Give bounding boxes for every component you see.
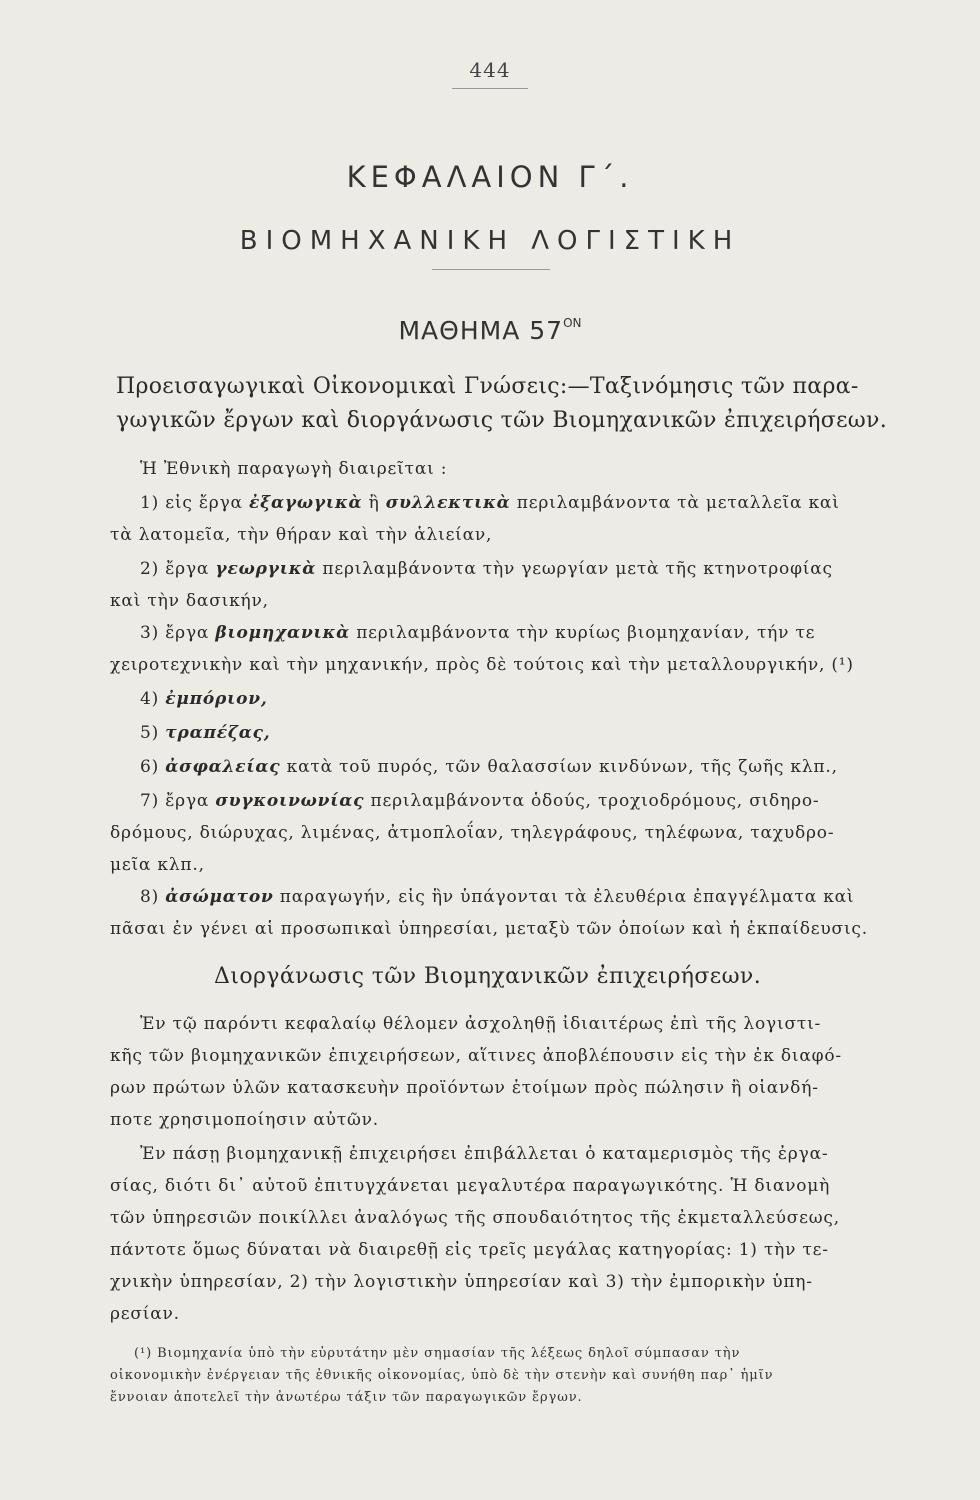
text-run: κατὰ τοῦ πυρός, τῶν θαλασσίων κινδύνων, τῆς ζωῆς κλπ., [280, 757, 838, 777]
text-line: δρόμους, διώρυχας, λιμένας, ἀτμοπλοΐαν, τηλεγράφους, τηλέφωνα, ταχυδρο- [110, 823, 835, 843]
paragraph-line: κῆς τῶν βιομηχανικῶν ἐπιχειρήσεων, αἵτινες ἀποβλέπουσιν εἰς τὴν ἐκ διαφό- [110, 1046, 842, 1066]
footnote-line: οἰκονομικὴν ἐνέργειαν τῆς ἐθνικῆς οἰκονομίας, ὑπὸ δὲ τὴν στενὴν καὶ συνήθη παρ᾽ ἡμῖν [110, 1368, 774, 1383]
emphasis-term: ἀσώματον [165, 887, 274, 907]
text-line: μεῖα κλπ., [110, 855, 205, 875]
text-line [140, 889, 854, 906]
text-line [140, 725, 271, 742]
text-line [140, 691, 268, 708]
text-run: 8) [140, 887, 166, 907]
emphasis-term: ἐμπόριον, [165, 689, 268, 709]
text-run: παραγωγήν, εἰς ἣν ὑπάγονται τὰ ἐλευθέρια ἐπαγγέλματα καὶ [273, 887, 855, 907]
section-heading: Διοργάνωσις τῶν Βιομηχανικῶν ἐπιχειρήσεων. [214, 964, 762, 989]
text-run: 7) ἔργα [140, 791, 216, 811]
footnote-line: (¹) Βιομηχανία ὑπὸ τὴν εὐρυτάτην μὲν σημασίαν τῆς λέξεως δηλοῖ σύμπασαν τὴν [134, 1346, 741, 1361]
text-run: 4) [140, 689, 166, 709]
page-number: 444 [469, 58, 511, 82]
paragraph-line: Ἐν τῷ παρόντι κεφαλαίῳ θέλομεν ἀσχοληθῇ ἰδιαιτέρως ἐπὶ τῆς λογιστι- [140, 1014, 822, 1034]
text-line [140, 625, 815, 642]
emphasis-term: βιομηχανικὰ [215, 623, 350, 643]
emphasis-term: συγκοινωνίας [215, 791, 365, 811]
lesson-suffix: ΟΝ [563, 316, 582, 330]
emphasis-term: τραπέζας, [165, 723, 271, 743]
text-run: περιλαμβάνοντα τὰ μεταλλεῖα καὶ [510, 493, 840, 513]
text-line [140, 793, 819, 810]
subtitle-rule [432, 269, 550, 270]
text-line: τὰ λατομεῖα, τὴν θήραν καὶ τὴν ἁλιείαν, [110, 525, 493, 545]
text-line: Ἡ Ἐθνικὴ παραγωγὴ διαιρεῖται : [140, 459, 448, 479]
text-line: πᾶσαι ἐν γένει αἱ προσωπικαὶ ὑπηρεσίαι, μεταξὺ τῶν ὁποίων καὶ ἡ ἐκπαίδευσις. [110, 919, 868, 939]
text-run: περιλαμβάνοντα τὴν γεωργίαν μετὰ τῆς κτηνοτροφίας [316, 559, 833, 579]
paragraph-line: σίας, διότι δι᾽ αὐτοῦ ἐπιτυγχάνεται μεγαλυτέρα παραγωγικότης. Ἡ διανομὴ [110, 1176, 831, 1196]
paragraph-line: Ἐν πάσῃ βιομηχανικῇ ἐπιχειρήσει ἐπιβάλλεται ὁ καταμερισμὸς τῆς ἐργα- [140, 1144, 829, 1164]
paragraph-line: ρεσίαν. [110, 1304, 180, 1324]
paragraph-line: πάντοτε ὅμως δύναται νὰ διαιρεθῇ εἰς τρεῖς μεγάλας κατηγορίας: 1) τὴν τε- [110, 1240, 829, 1260]
text-run: 2) ἔργα [140, 559, 216, 579]
lesson-label: ΜΑΘΗΜΑ 57 [398, 316, 564, 345]
text-run: περιλαμβάνοντα τὴν κυρίως βιομηχανίαν, τήν τε [350, 623, 816, 643]
emphasis-term: γεωργικὰ [215, 559, 317, 579]
emphasis-term: συλλεκτικὰ [385, 493, 511, 513]
text-line [140, 495, 840, 512]
lesson-heading [0, 316, 980, 345]
text-run: 1) εἰς ἔργα [140, 493, 250, 513]
text-line: χειροτεχνικὴν καὶ τὴν μηχανικήν, πρὸς δὲ τούτοις καὶ τὴν μεταλλουργικήν, (¹) [110, 655, 854, 675]
text-line: καὶ τὴν δασικήν, [110, 591, 269, 611]
text-line [140, 759, 838, 776]
paragraph-line: χνικὴν ὑπηρεσίαν, 2) τὴν λογιστικὴν ὑπηρεσίαν καὶ 3) τὴν ἐμπορικὴν ὑπη- [110, 1272, 813, 1292]
text-run: 5) [140, 723, 166, 743]
page-number-rule [452, 88, 528, 89]
text-run: 6) [140, 757, 166, 777]
chapter-heading: ΚΕΦΑΛΑΙΟΝ Γ΄. [346, 160, 634, 194]
chapter-subtitle: ΒΙΟΜΗΧΑΝΙΚΗ ΛΟΓΙΣΤΙΚΗ [239, 226, 741, 256]
intro-line: γωγικῶν ἔργων καὶ διοργάνωσις τῶν Βιομηχανικῶν ἐπιχειρήσεων. [116, 408, 887, 433]
emphasis-term: ἐξαγωγικὰ [249, 493, 363, 513]
text-run: περιλαμβάνοντα ὁδούς, τροχιοδρόμους, σιδηρο- [364, 791, 820, 811]
paragraph-line: ρων πρώτων ὑλῶν κατασκευὴν προϊόντων ἑτοίμων πρὸς πώλησιν ἢ οἱανδή- [110, 1078, 819, 1098]
footnote-line: ἔννοιαν ἀποτελεῖ τὴν ἀνωτέρω τάξιν τῶν παραγωγικῶν ἔργων. [110, 1390, 583, 1405]
text-run: ἢ [362, 493, 386, 513]
text-line [140, 561, 833, 578]
emphasis-term: ἀσφαλείας [165, 757, 281, 777]
paragraph-line: τῶν ὑπηρεσιῶν ποικίλλει ἀναλόγως τῆς σπουδαιότητος τῆς ἐκμεταλλεύσεως, [110, 1208, 840, 1228]
intro-line: Προεισαγωγικαὶ Οἰκονομικαὶ Γνώσεις:—Ταξινόμησις τῶν παρα- [116, 374, 859, 399]
text-run: 3) ἔργα [140, 623, 216, 643]
paragraph-line: ποτε χρησιμοποίησιν αὐτῶν. [110, 1110, 379, 1130]
